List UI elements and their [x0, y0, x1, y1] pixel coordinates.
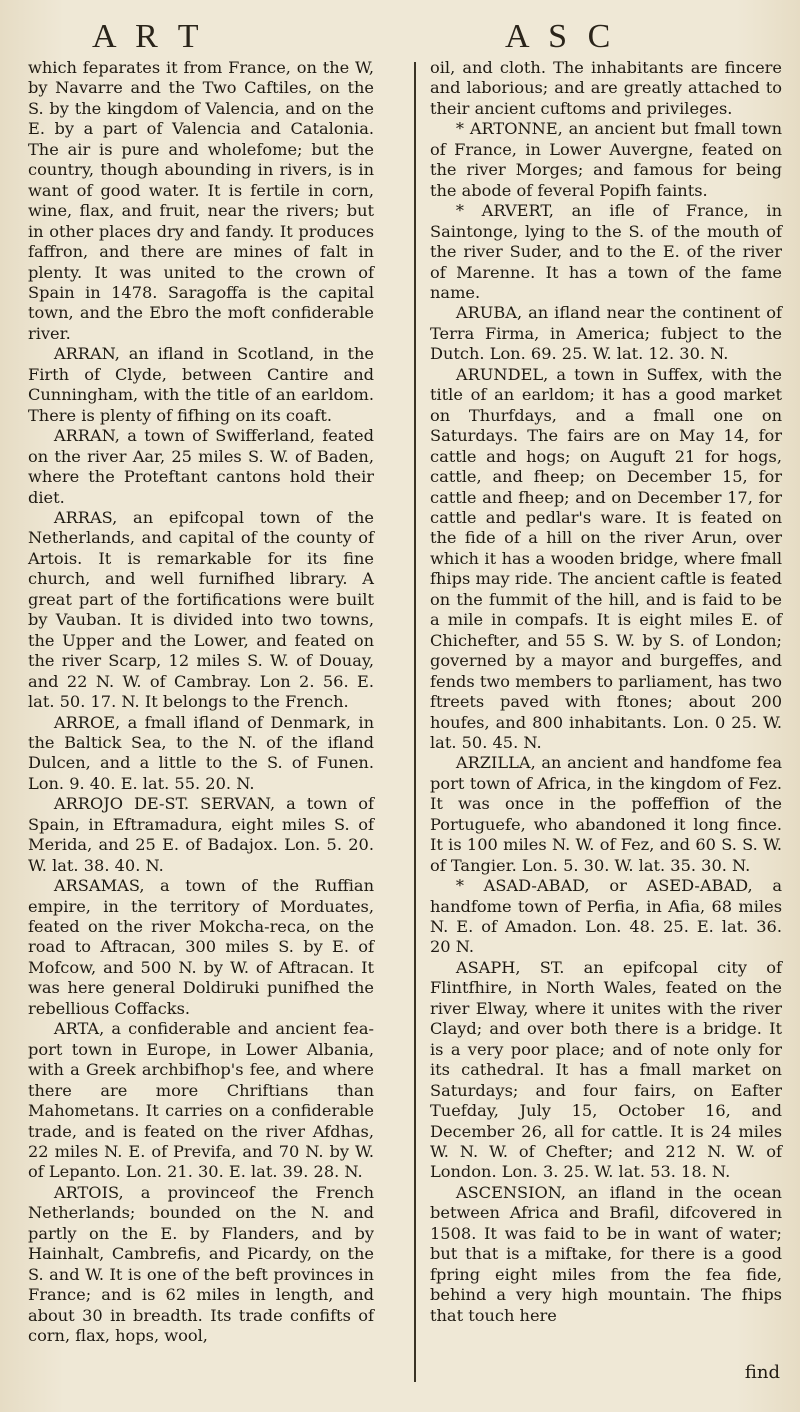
entry-paragraph: ASAPH, ST. an epifcopal city of Flintfhire, in North Wales, feated on the river Elway, where it unites with the river Clayd; and over both there is a bridge. It is a very poor place; and of note only for its cathedral. It has a fmall market on Saturdays; and four fairs, on Eafter Tuefday, July 15, October 16, and December 26, all for cattle. It is 24 miles W. N. W. of Chefter; and 212 N. W. of London. Lon. 3. 25. W. lat. 53. 18. N.	[430, 957, 782, 1182]
entry-paragraph: ARROE, a fmall ifland of Denmark, in the Baltick Sea, to the N. of the ifland Dulcen, and a little to the S. of Funen. Lon. 9. 40. E. lat. 55. 20. N.	[28, 712, 374, 793]
entry-paragraph: ARUNDEL, a town in Suffex, with the title of an earldom; it has a good market on Thurfdays, and a fmall one on Saturdays. The fairs are on May 14, for cattle and hogs; on Auguft 21 for hogs, cattle, and fheep; on December 15, for cattle and fheep; and on December 17, for cattle and pedlar's ware. It is feated on the fide of a hill on the river Arun, over which it has a wooden bridge, where fmall fhips may ride. The ancient caftle is feated on the fummit of the hill, and is faid to be a mile in compafs. It is eight miles E. of Chichefter, and 55 S. W. by S. of London; governed by a mayor and burgeffes, and fends two members to parliament, has two ftreets paved with ftones; about 200 houfes, and 800 inhabitants. Lon. 0 25. W. lat. 50. 45. N.	[430, 364, 782, 752]
right-column	[430, 58, 782, 1326]
running-header-left: A R T	[92, 18, 205, 55]
entry-paragraph: ARTA, a confiderable and ancient fea-port town in Europe, in Lower Albania, with a Greek archbifhop's fee, and where there are more Chriftians than Mahometans. It carries on a confiderable trade, and is feated on the river Afdhas, 22 miles N. E. of Previfa, and 70 N. by W. of Lepanto. Lon. 21. 30. E. lat. 39. 28. N.	[28, 1019, 374, 1182]
entry-paragraph: ASCENSION, an ifland in the ocean between Africa and Brafil, difcovered in 1508. It was faid to be in want of water; but that is a miftake, for there is a good fpring eight miles from the fea fide, behind a very high mountain. The fhips that touch here	[430, 1182, 782, 1325]
entry-paragraph: ARRAS, an epifcopal town of the Netherlands, and capital of the county of Artois. It is remarkable for its fine church, and well furnifhed library. A great part of the fortifications were built by Vauban. It is divided into two towns, the Upper and the Lower, and feated on the river Scarp, 12 miles S. W. of Douay, and 22 N. W. of Cambray. Lon 2. 56. E. lat. 50. 17. N. It belongs to the French.	[28, 507, 374, 712]
entry-paragraph: ARTOIS, a provinceof the French Netherlands; bounded on the N. and partly on the E. by Flanders, and by Hainhalt, Cambrefis, and Picardy, on the S. and W. It is one of the beft provinces in France; and is 62 miles in length, and about 30 in breadth. Its trade confifts of corn, flax, hops, wool,	[28, 1182, 374, 1346]
entry-paragraph: * ARVERT, an ifle of France, in Saintonge, lying to the S. of the mouth of the river Suder, and to the E. of the river of Marenne. It has a town of the fame name.	[430, 201, 782, 302]
entry-paragraph: oil, and cloth. The inhabitants are fincere and laborious; and are greatly attached to their ancient cuftoms and privileges.	[430, 58, 782, 118]
entry-paragraph: * ASAD-ABAD, or ASED-ABAD, a handfome town of Perfia, in Afia, 68 miles N. E. of Amadon. Lon. 48. 25. E. lat. 36. 20 N.	[430, 876, 782, 957]
left-column	[28, 58, 374, 1347]
entry-paragraph: ARZILLA, an ancient and handfome fea port town of Africa, in the kingdom of Fez. It was once in the poffeffion of the Portuguefe, who abandoned it long fince. It is 100 miles N. W. of Fez, and 60 S. S. W. of Tangier. Lon. 5. 30. W. lat. 35. 30. N.	[430, 753, 782, 875]
running-header-right: A S C	[505, 18, 617, 55]
catchword: find	[744, 1362, 780, 1383]
entry-paragraph: * ARTONNE, an ancient but fmall town of France, in Lower Auvergne, feated on the river Morges; and famous for being the abode of feveral Popifh faints.	[430, 119, 782, 200]
entry-paragraph: ARUBA, an ifland near the continent of Terra Firma, in America; fubject to the Dutch. Lon. 69. 25. W. lat. 12. 30. N.	[430, 303, 782, 364]
column-divider	[414, 62, 416, 1382]
entry-paragraph: ARRAN, a town of Swifferland, feated on the river Aar, 25 miles S. W. of Baden, where the Proteftant cantons hold their diet.	[28, 426, 374, 507]
entry-paragraph: ARROJO DE-ST. SERVAN, a town of Spain, in Eftramadura, eight miles S. of Merida, and 25 E. of Badajox. Lon. 5. 20. W. lat. 38. 40. N.	[28, 794, 374, 875]
entry-paragraph: which feparates it from France, on the W, by Navarre and the Two Caftiles, on the S. by the kingdom of Valencia, and on the E. by a part of Valencia and Catalonia. The air is pure and wholefome; but the country, though abounding in rivers, is in want of good water. It is fertile in corn, wine, flax, and fruit, near the rivers; but in other places dry and fandy. It produces faffron, and there are mines of falt in plenty. It was united to the crown of Spain in 1478. Saragoffa is the capital town, and the Ebro the moft confiderable river.	[28, 58, 374, 343]
entry-paragraph: ARRAN, an ifland in Scotland, in the Firth of Clyde, between Cantire and Cunningham, with the title of an earldom. There is plenty of fifhing on its coaft.	[28, 344, 374, 425]
entry-paragraph: ARSAMAS, a town of the Ruffian empire, in the territory of Morduates, feated on the river Mokcha-reca, on the road to Aftracan, 300 miles S. by E. of Mofcow, and 500 N. by W. of Aftracan. It was here general Doldiruki punifhed the rebellious Coffacks.	[28, 876, 374, 1018]
